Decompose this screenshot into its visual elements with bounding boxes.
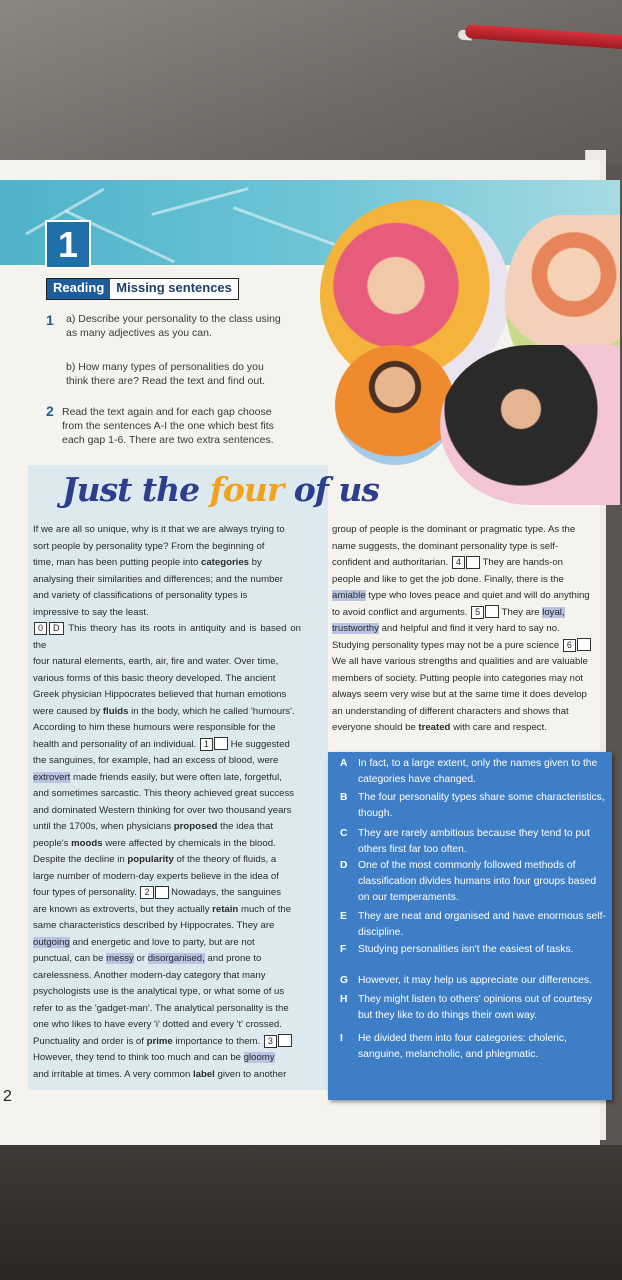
highlighted-word: trustworthy: [332, 623, 379, 634]
answer-text: The four personality types share some characteristics, though.: [358, 792, 605, 819]
text-line: analysing their similarities and differences; and the number: [33, 573, 283, 585]
text-line: until the 1700s, when physicians proposed the idea that: [33, 821, 273, 832]
answer-letter: B: [340, 792, 348, 803]
question-1a-line: as many adjectives as you can.: [66, 327, 212, 339]
gap-box: 6: [563, 639, 576, 652]
text-line: sort people by personality type? From the beginning of: [33, 540, 265, 552]
keyword: categories: [201, 557, 250, 568]
text-line: According to him these humours were responsible for the: [33, 722, 276, 733]
question-1a-line: a) Describe your personality to the class using: [66, 313, 281, 325]
text-line: always seem very wise but at the same time it does develop: [332, 689, 587, 700]
text-line: and sometimes sarcastic. This theory achieved great success: [33, 788, 295, 799]
highlighted-word: gloomy: [243, 1052, 275, 1063]
gap-empty: [278, 1034, 292, 1047]
lap-background: [0, 1145, 622, 1280]
article-left-column: [33, 522, 301, 1083]
text-line: people's moods were affected by chemicals in the blood.: [33, 837, 276, 849]
keyword: proposed: [173, 821, 218, 832]
question-2-line: each gap 1-6. There are two extra sentences.: [62, 434, 274, 446]
answer-letter: H: [340, 994, 348, 1005]
text-line: four natural elements, earth, air, fire and water. Over time,: [33, 656, 279, 667]
gap-box: 4: [452, 556, 465, 569]
highlighted-word: outgoing: [33, 936, 70, 948]
text-line: We all have various strengths and qualities and are valuable: [332, 656, 588, 667]
answer-text: Studying personalities isn't the easiest of tasks.: [358, 944, 574, 955]
text-line: various forms of this basic theory developed. The ancient: [33, 672, 276, 684]
text-line: same characteristics described by Hippocrates. They are: [33, 920, 275, 931]
text-line: Punctuality and order is of prime importance to them. 3: [33, 1034, 301, 1051]
highlighted-word: amiable: [332, 590, 366, 601]
question-1-number: 1: [46, 312, 54, 328]
article-title: [62, 470, 379, 509]
text-line: amiable type who loves peace and quiet and will do anything: [332, 590, 590, 601]
text-line: However, they tend to think too much and can be gloomy: [33, 1052, 275, 1063]
gap-box: 5: [471, 606, 484, 619]
section-label: [46, 278, 239, 300]
text-line: and irritable at times. A very common label given to another: [33, 1068, 287, 1080]
keyword: moods: [71, 837, 103, 849]
question-1b-line: b) How many types of personalities do you: [66, 361, 264, 373]
title-part: of us: [283, 470, 379, 509]
text-line: trustworthy and helpful and find it very hard to say no.: [332, 623, 560, 634]
text-line: large number of modern-day experts believe in the idea of: [33, 870, 279, 882]
text-line: to avoid conflict and arguments. 5 They are loyal,: [332, 606, 565, 618]
highlighted-word: messy: [106, 953, 134, 964]
section-label-reading: Reading: [47, 279, 110, 299]
keyword: retain: [212, 903, 239, 915]
text-line: 0 D This theory has its roots in antiquity and is based on the: [33, 623, 301, 651]
answer-letter: E: [340, 911, 347, 922]
gap-empty: [466, 556, 480, 569]
text-line: Despite the decline in popularity of the theory of fluids, a: [33, 854, 277, 865]
text-line: psychologists use is the analytical type, or what some of us: [33, 986, 285, 997]
keyword: treated: [418, 722, 451, 733]
text-line: punctual, can be messy or disorganised, and prone to: [33, 953, 262, 964]
page-number: 2: [3, 1088, 12, 1105]
text-line: name suggests, the dominant personality type is self-: [332, 540, 559, 552]
photo-young-man: [335, 345, 455, 465]
gap-box: 1: [200, 738, 213, 751]
text-line: Greek physician Hippocrates believed that human emotions: [33, 689, 287, 700]
text-line: impressive to say the least.: [33, 606, 149, 618]
keyword: popularity: [127, 854, 174, 865]
text-line: members of society. Putting people into categories may not: [332, 672, 583, 684]
question-1b-line: think there are? Read the text and find out.: [66, 375, 266, 387]
keyword: prime: [146, 1035, 173, 1047]
answer-letter: F: [340, 944, 347, 955]
answer-text: He divided them into four categories: choleric, sanguine, melancholic, and phlegmatic.: [358, 1033, 567, 1060]
question-1a: [66, 312, 281, 340]
gap-box: 2: [140, 886, 153, 899]
answer-letter: A: [340, 758, 348, 769]
text-line: carelessness. Another modern-day category that many: [33, 969, 266, 981]
gap-empty: [155, 886, 169, 899]
answer-text: They might listen to others' opinions out of courtesy but they like to do things their own way.: [358, 994, 593, 1021]
text-line: the sanguines, for example, had an excess of blood, were: [33, 755, 279, 766]
highlighted-word: disorganised,: [147, 953, 205, 964]
answer-text: They are rarely ambitious because they tend to put others first far too often.: [358, 828, 590, 855]
question-1b: [66, 360, 265, 388]
answer-text: One of the most commonly followed methods of classification divides humans into four groups based on our temperaments.: [358, 860, 597, 903]
text-line: confident and authoritarian. 4 They are hands-on: [332, 557, 563, 568]
answer-letter: G: [340, 975, 349, 986]
photo-man-cheering: [440, 345, 620, 505]
section-label-missing-sentences: Missing sentences: [110, 279, 238, 299]
answer-letter: D: [340, 860, 348, 871]
text-line: Studying personality types may not be a pure science 6: [332, 638, 612, 655]
text-line: outgoing and energetic and love to party, but are not: [33, 936, 255, 948]
title-part: Just the: [62, 470, 210, 509]
text-line: If we are all so unique, why is it that we are always trying to: [33, 524, 285, 535]
keyword: fluids: [102, 705, 129, 717]
text-line: group of people is the dominant or pragmatic type. As the: [332, 524, 576, 535]
gap-empty: [485, 605, 499, 618]
keyword: label: [192, 1068, 215, 1080]
text-line: are known as extroverts, but they actually retain much of the: [33, 903, 292, 915]
highlighted-word: extrovert: [33, 771, 71, 783]
text-line: an understanding of different characters and shows that: [332, 705, 569, 717]
text-line: time, man has been putting people into categories by: [33, 557, 262, 568]
question-2-line: from the sentences A-I the one which best fits: [62, 420, 274, 432]
text-line: were caused by fluids in the body, which he called 'humours'.: [33, 705, 295, 717]
question-2: [62, 405, 274, 447]
answer-options-box: [328, 752, 612, 1100]
gap-box: 0: [34, 622, 47, 635]
desk-background: [0, 0, 622, 165]
question-2-line: Read the text again and for each gap choose: [62, 406, 272, 418]
answer-text: In fact, to a large extent, only the names given to the categories have changed.: [358, 758, 598, 785]
text-line: extrovert made friends easily, but were often late, forgetful,: [33, 771, 282, 783]
question-2-number: 2: [46, 403, 54, 419]
gap-box: D: [49, 622, 64, 635]
text-line: refer to as the 'gadget-man'. The analytical personality is the: [33, 1002, 289, 1014]
answer-letter: C: [340, 828, 348, 839]
answer-text: They are neat and organised and have enormous self-discipline.: [358, 911, 606, 938]
answer-text: However, it may help us appreciate our differences.: [358, 975, 592, 986]
text-line: people and like to get the job done. Finally, there is the: [332, 573, 564, 585]
text-line: four types of personality. 2 Nowadays, the sanguines: [33, 887, 282, 898]
gap-box: 3: [264, 1035, 277, 1048]
text-line: everyone should be treated with care and respect.: [332, 722, 547, 733]
unit-number: 1: [45, 220, 91, 269]
answer-letter: I: [340, 1033, 343, 1044]
text-line: one who likes to have every 'i' dotted and every 't' crossed.: [33, 1019, 282, 1030]
title-accent-word: four: [209, 470, 284, 509]
gap-empty: [214, 737, 228, 750]
article-right-column: [332, 522, 612, 737]
gap-empty: [577, 638, 591, 651]
text-line: and dominated Western thinking for over two thousand years: [33, 804, 292, 816]
text-line: and variety of classifications of personality types is: [33, 590, 248, 601]
highlighted-word: loyal,: [542, 606, 565, 618]
text-line: health and personality of an individual. 1 He suggested: [33, 738, 290, 750]
